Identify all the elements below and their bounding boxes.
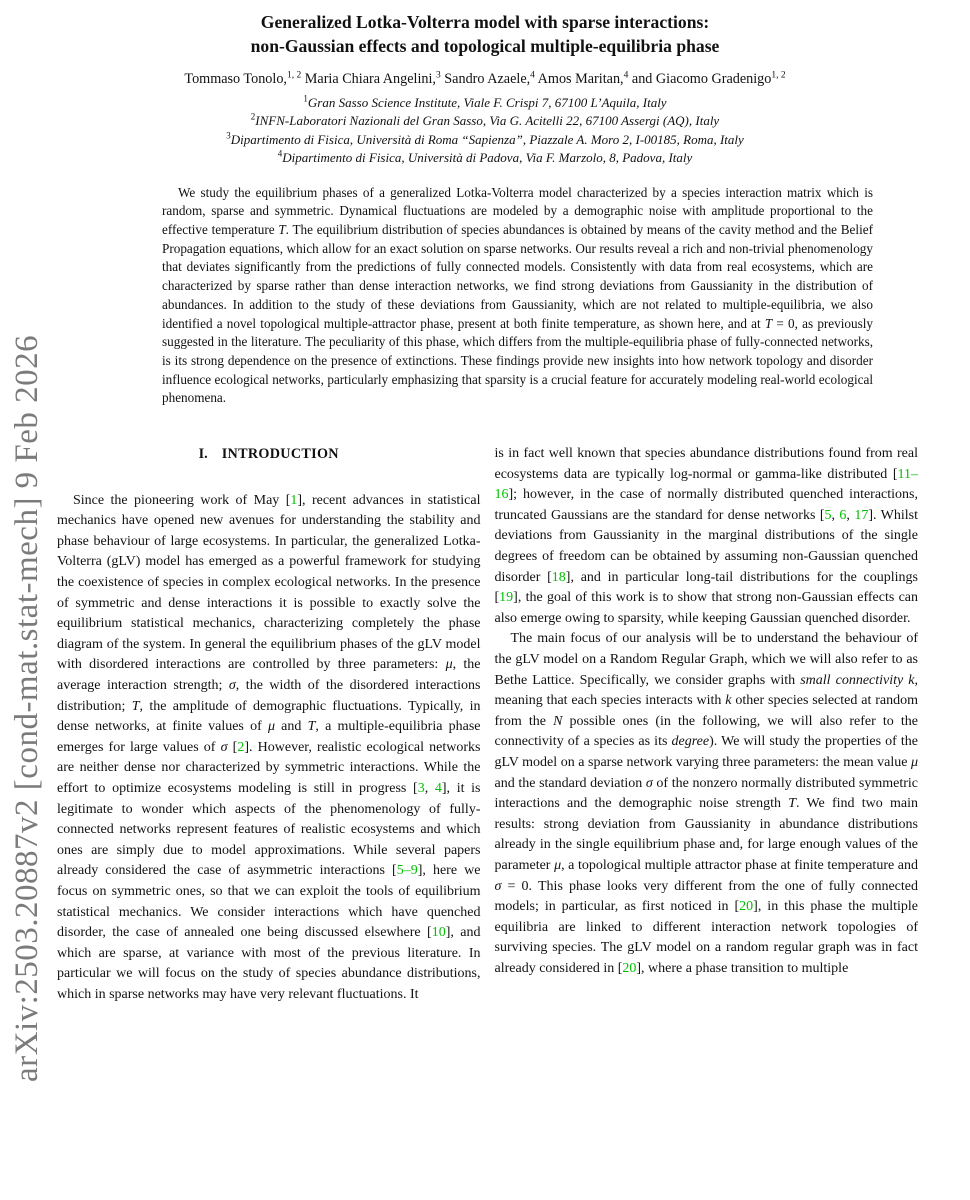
citation-link[interactable]: 1 [290,492,298,508]
citation-link[interactable]: 20 [739,899,754,915]
citation-link[interactable]: 4 [434,780,442,796]
affiliation-1: $^1$Gran Sasso Science Institute, Viale F. Crispi 7, 67100 L’Aquila, Italy [303,93,667,110]
section-number: I. [198,446,208,463]
intro-paragraph-left: Since the pioneering work of May [1], recent advances in statistical mechanics have opened new avenues for understanding the stability and phase behaviour of large ecosystems. In particular, the generalized Lotka-Volterra (gLV) model has emerged as a powerful framework for studying the coexistence of species in complex ecological networks. In the presence of symmetric and dense interactions it is possible to exactly solve the equilibrium statistical mechanics, characterizing completely the phase diagram of the system. In general the equilibrium phases of the gLV model with disordered interactions are controlled by three parameters: μ, the average interaction strength; σ, the width of the disordered interactions distribution; T, the amplitude of demographic fluctuations. Typically, in dense networks, at finite values of μ and T, a multiple-equilibria phase emerges for large values of σ [2]. However, realistic ecological networks are neither dense nor characterized by symmetric interactions. While the effort to optimize ecosystems modeling is still in progress [3, 4], it is legitimate to wonder which aspects of the phenomenology of fully-connected networks represent features of realistic ecosystems and which ones are simply due to model approximations. While several papers already considered the case of asymmetric interactions [5–9], here we focus on symmetric ones, so that we can exploit the tools of equilibrium statistical mechanics. We consider interactions which have quenched disorder, the case of annealed one being discussed elsewhere [10], and which are sparse, at variance with most of the previous literature. In particular we will focus on the study of species abundance distributions, which in sparse networks may have very relevant fluctuations. It [57,492,481,1002]
affiliation-list [0,94,970,168]
abstract: We study the equilibrium phases of a generalized Lotka-Volterra model characterized by a species interaction matrix which is random, sparse and symmetric. Dynamical fluctuations are modeled by a demographic noise with amplitude proportional to the effective temperature T. The equilibrium distribution of species abundances is obtained by means of the cavity method and the Belief Propagation equations, which allow for an exact solution on sparse networks. Our results reveal a rich and non-trivial phenomenology that deviates significantly from the predictions of fully connected models. Consistently with data from real ecosystems, which are characterized by sparse rather than dense interaction networks, we find strong deviations from Gaussianity in the distribution of abundances. In addition to the study of these deviations from Gaussianity, which are not related to multiple-equilibria, we also identified a novel topological multiple-attractor phase, present at both finite temperature, as shown here, and at T = 0, as previously suggested in the literature. The peculiarity of this phase, which differs from the multiple-equilibria phase of fully-connected networks, is its strong dependence on the presence of extinctions. These findings provide new insights into how network topology and disorder influence ecological networks, particularly emphasizing that sparsity is a crucial feature for accurately modeling real-world ecological phenomena. [162,184,873,406]
citation-link[interactable]: 6 [839,507,847,523]
citation-link[interactable]: 19 [499,590,514,606]
intro-paragraph-right-1: is in fact well known that species abundance distributions found from real ecosystems data are typically log-normal or gamma-like distributed [11–16]; however, in the case of normally distributed quenched interactions, truncated Gaussians are the standard for dense networks [5, 6, 17]. Whilst deviations from Gaussianity in the marginal distributions of the single degrees of freedom can be obtained by assuming non-Gaussian quenched disorder [18], and in particular long-tail distributions for the couplings [19], the goal of this work is to show that strong non-Gaussian effects can also emerge owing to sparsity, while keeping Gaussian quenched disorder. [494,446,919,626]
affiliation-2: $^2$INFN-Laboratori Nazionali del Gran Sasso, Via G. Acitelli 22, 67100 Assergi (AQ), Italy [250,112,720,129]
citation-link[interactable]: 5–9 [396,863,418,879]
intro-paragraph-right-2: The main focus of our analysis will be to understand the behaviour of the gLV model on a Random Regular Graph, which we will also refer to as Bethe Lattice. Specifically, we consider graphs with small connectivity k, meaning that each species interacts with k other species selected at random from the N possible ones (in the following, we will also refer to the connectivity of a species as its degree). We will study the properties of the gLV model on a sparse network varying three parameters: the mean value μ and the standard deviation σ of the nonzero normally distributed symmetric interactions and the demographic noise strength T. We find two main results: strong deviation from Gaussianity in abundance distributions already in the single equilibrium phase and, for large enough values of the parameter μ, a topological multiple attractor phase at finite temperature and σ = 0. This phase looks very different from the one of fully connected models; in particular, as first noticed in [20], in this phase the multiple equilibria are linked to different interaction network topologies of surviving species. The gLV model on a random regular graph was in fact already considered in [20], where a phase transition to multiple [494,631,918,976]
two-column-body [57,444,918,1005]
paper-header [0,0,970,408]
citation-link[interactable]: 5 [824,507,832,523]
title-line-1: Generalized Lotka-Volterra model with sparse interactions: [260,12,710,32]
citation-link[interactable]: 11–16 [494,466,918,503]
paper-title [0,10,970,58]
citation-link[interactable]: 20 [622,960,637,976]
citation-link[interactable]: 3 [417,780,425,796]
citation-link[interactable]: 2 [237,739,245,755]
section-heading [57,444,481,465]
right-column [495,444,919,1005]
citation-link[interactable]: 17 [854,507,869,523]
left-column [57,444,481,1005]
citation-link[interactable]: 10 [431,925,446,941]
arxiv-watermark: arXiv:2503.20887v2 [cond-mat.stat-mech] 9 Feb 2026 [9,334,45,1082]
section-title: INTRODUCTION [221,446,339,463]
title-line-2: non-Gaussian effects and topological multiple-equilibria phase [250,36,720,56]
citation-link[interactable]: 18 [551,569,566,585]
author-list: Tommaso Tonolo,$^{1, 2}$ Maria Chiara Angelini,$^3$ Sandro Azaele,$^4$ Amos Maritan,$^4$ and Giacomo Gradenigo$^{1, 2}$ [184,70,786,87]
affiliation-4: $^4$Dipartimento di Fisica, Università di Padova, Via F. Marzolo, 8, Padova, Italy [277,148,693,166]
affiliation-3: $^3$Dipartimento di Fisica, Università di Roma “Sapienza”, Piazzale A. Moro 2, I-00185, Roma, Italy [226,130,744,147]
